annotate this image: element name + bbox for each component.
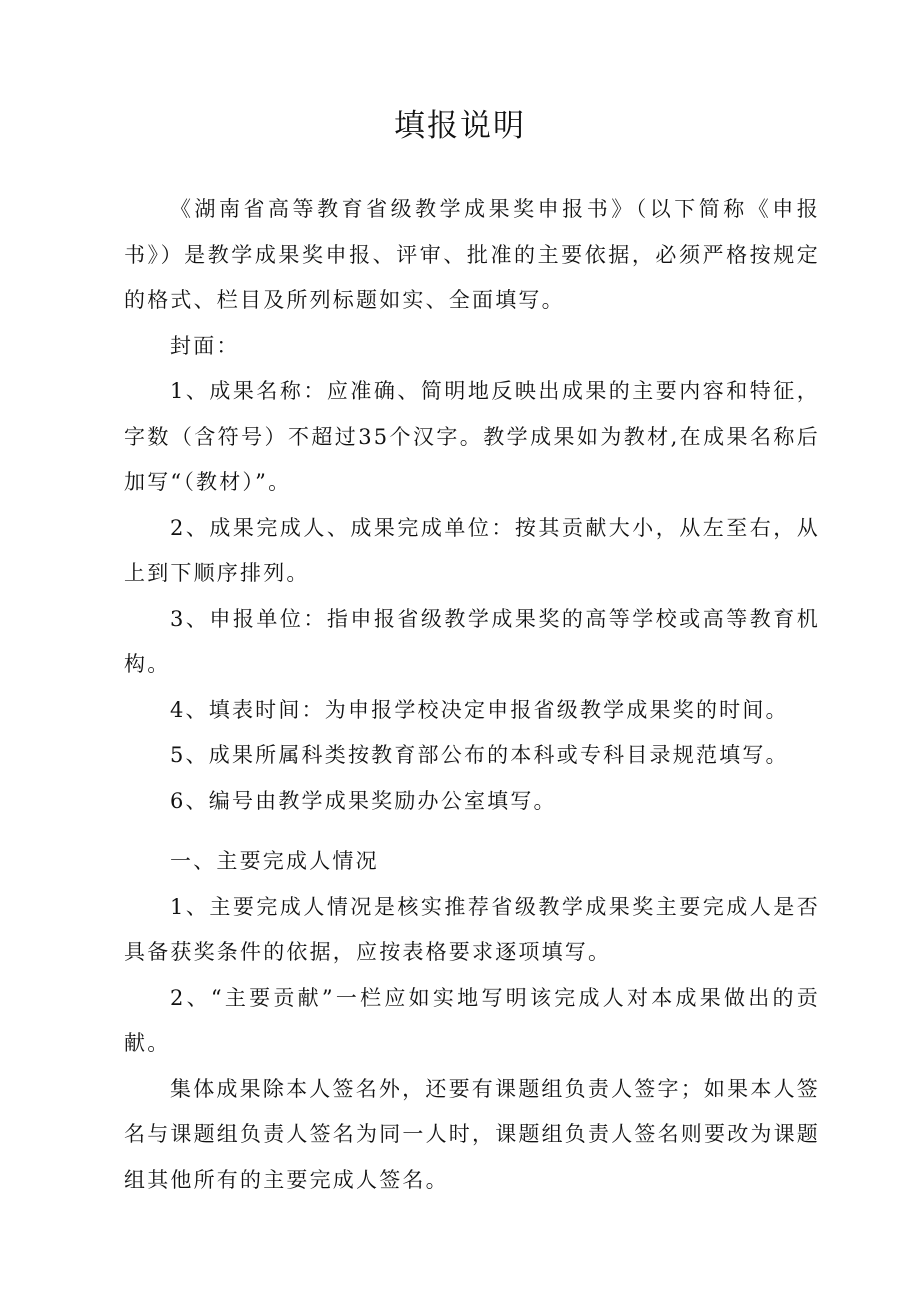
document-body	[124, 187, 820, 1203]
cover-item-4: 4、填表时间：为申报学校决定申报省级教学成果奖的时间。	[170, 697, 789, 722]
cover-item-6: 6、编号由教学成果奖励办公室填写。	[170, 788, 557, 813]
contributor-item-1: 1、主要完成人情况是核实推荐省级教学成果奖主要完成人是否具备获奖条件的依据，应按表格要求逐项填写。	[124, 894, 820, 964]
cover-item-2: 2、成果完成人、成果完成单位：按其贡献大小，从左至右，从上到下顺序排列。	[124, 515, 820, 585]
cover-item-1: 1、成果名称：应准确、简明地反映出成果的主要内容和特征，字数（含符号）不超过35个汉字。教学成果如为教材,在成果名称后加写“（教材）”。	[124, 379, 820, 494]
cover-item-3: 3、申报单位：指申报省级教学成果奖的高等学校或高等教育机构。	[124, 606, 820, 676]
cover-item-5: 5、成果所属科类按教育部公布的本科或专科目录规范填写。	[170, 743, 789, 767]
intro-paragraph: 《湖南省高等教育省级教学成果奖申报书》（以下简称《申报书》）是教学成果奖申报、评审、批准的主要依据，必须严格按规定的格式、栏目及所列标题如实、全面填写。	[124, 197, 820, 312]
collective-signature-note: 集体成果除本人签名外，还要有课题组负责人签字；如果本人签名与课题组负责人签名为同一人时，课题组负责人签名则要改为课题组其他所有的主要完成人签名。	[124, 1076, 820, 1192]
section-heading-cover: 封面：	[170, 333, 240, 358]
document-title: 填报说明	[394, 108, 526, 144]
section-heading-main-contributors: 一、主要完成人情况	[170, 849, 379, 873]
contributor-item-2: 2、“主要贡献”一栏应如实地写明该完成人对本成果做出的贡献。	[124, 985, 820, 1055]
